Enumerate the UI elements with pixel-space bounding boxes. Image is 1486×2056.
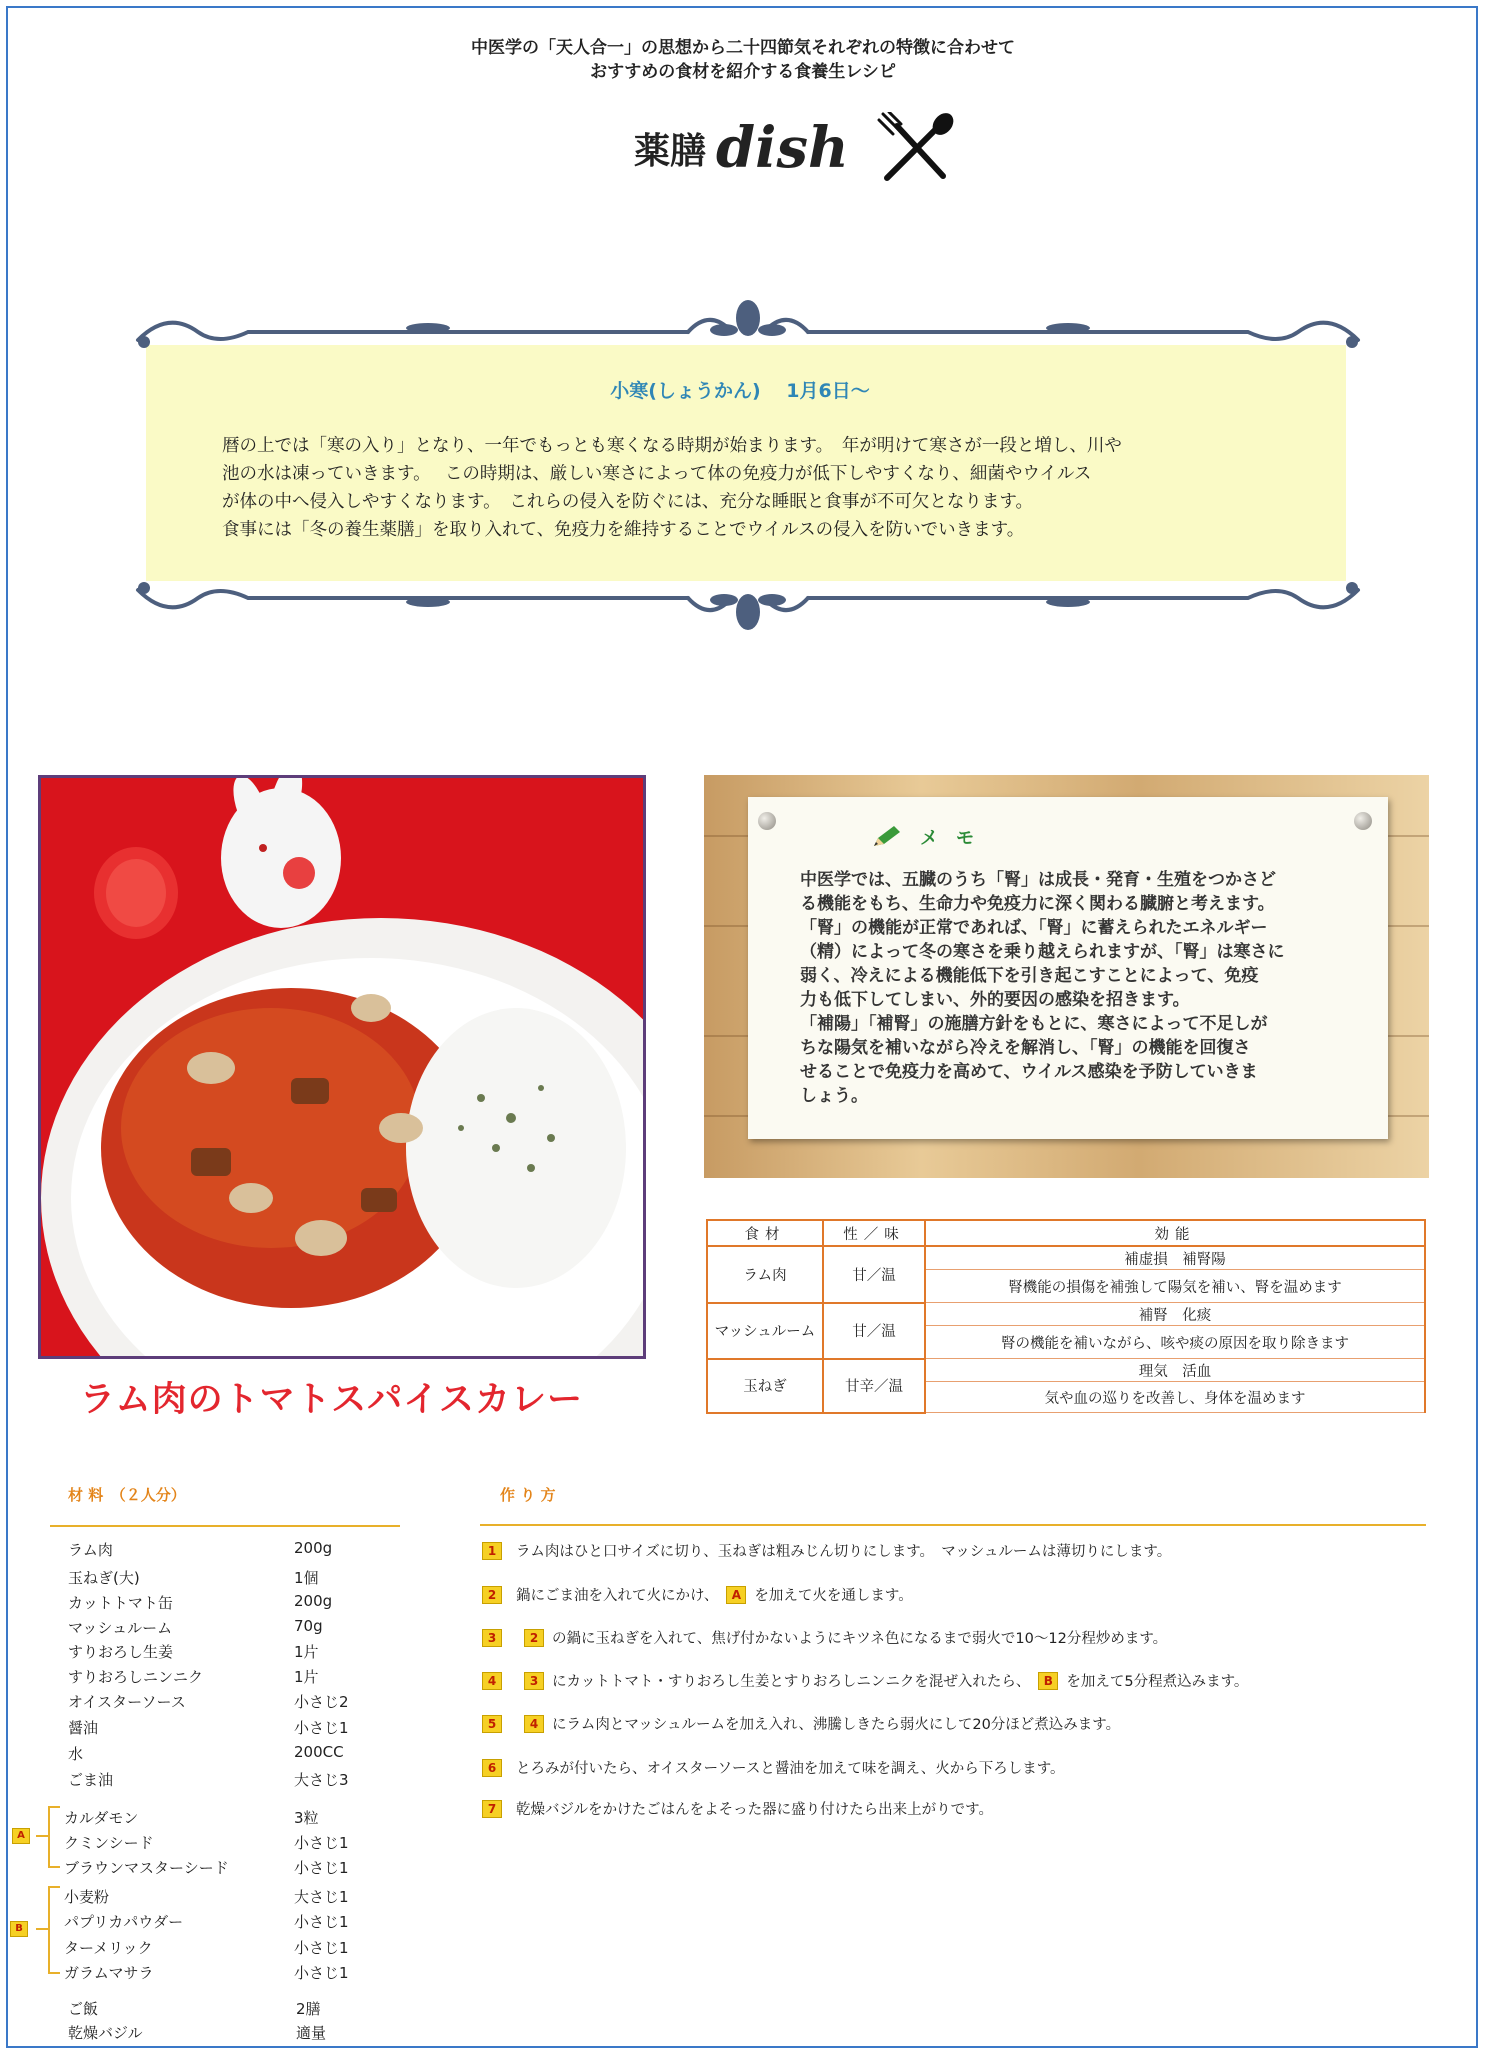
step-text: にカットトマト・すりおろし生姜とすりおろしニンニクを混ぜ入れたら、 <box>552 1674 1031 1690</box>
step-item <box>482 1584 913 1605</box>
step-number-badge: 6 <box>482 1759 502 1777</box>
ingredient-quantity: 小さじ1 <box>294 1939 349 1957</box>
dish-title: ラム肉のトマトスパイスカレー <box>80 1380 583 1420</box>
step-text: の鍋に玉ねぎを入れて、焦げ付かないようにキツネ色になるまで弱火で10～12分程炒めます。 <box>552 1631 1168 1647</box>
pushpin-icon <box>758 812 776 830</box>
memo-line: ちな陽気を補いながら冷えを解消し、「腎」の機能を回復さ <box>800 1038 1251 1058</box>
food-cell: 玉ねぎ <box>707 1359 823 1413</box>
step-text: 乾燥バジルをかけたごはんをよそった器に盛り付けたら出来上がりです。 <box>516 1802 993 1818</box>
food-cell: マッシュルーム <box>707 1303 823 1359</box>
step-reference-badge: 3 <box>524 1672 544 1690</box>
detail-cell: 腎機能の損傷を補強して陽気を補い、腎を温めます <box>925 1270 1425 1303</box>
brand-logo <box>634 108 957 188</box>
ingredient-quantity: 小さじ2 <box>294 1693 349 1711</box>
ingredient-quantity: 適量 <box>296 2024 327 2042</box>
ingredient-name: ごま油 <box>68 1771 114 1789</box>
ingredient-name: 水 <box>68 1745 84 1763</box>
ingredient-name: 小麦粉 <box>64 1888 110 1906</box>
effect-cell: 補腎 化痰 <box>925 1303 1425 1326</box>
group-a-bracket <box>48 1806 60 1868</box>
ingredient-name: 玉ねぎ(大) <box>68 1569 140 1587</box>
step-reference-badge: B <box>1038 1672 1058 1690</box>
step-number-badge: 1 <box>482 1542 502 1560</box>
ingredient-quantity: 大さじ1 <box>294 1888 349 1906</box>
food-cell: ラム肉 <box>707 1246 823 1303</box>
brand-latin: dish <box>716 115 849 181</box>
step-item <box>482 1670 1248 1691</box>
step-text: とろみが付いたら、オイスターソースと醤油を加えて味を調え、火から下ろします。 <box>516 1761 1065 1777</box>
ingredient-quantity: 200g <box>294 1539 333 1557</box>
ingredient-quantity: 小さじ1 <box>294 1834 349 1852</box>
ornament-top-icon <box>128 300 1368 360</box>
table-row <box>707 1359 1425 1382</box>
ornament-bottom-icon <box>128 570 1368 630</box>
ingredient-quantity: 大さじ3 <box>294 1771 349 1789</box>
ingredient-effects-table <box>706 1219 1426 1414</box>
memo-line: （精）によって冬の寒さを乗り越えられますが、「腎」は寒さに <box>800 942 1285 962</box>
ingredient-quantity: 小さじ1 <box>294 1859 349 1877</box>
ingredient-name: カットトマト缶 <box>68 1594 173 1612</box>
effect-cell: 理気 活血 <box>925 1359 1425 1382</box>
ingredient-quantity: 小さじ1 <box>294 1913 349 1931</box>
ingredient-quantity: 2膳 <box>296 2000 321 2018</box>
season-line: 食事には「冬の養生薬膳」を取り入れて、免疫力を維持することでウイルスの侵入を防いでいきます。 <box>222 520 1025 540</box>
ingredient-name: パプリカパウダー <box>64 1913 184 1931</box>
step-reference-badge: 4 <box>524 1715 544 1733</box>
season-title: 小寒(しょうかん) 1月6日～ <box>610 380 870 402</box>
nature-cell: 甘／温 <box>823 1303 925 1359</box>
ingredient-quantity: 3粒 <box>294 1809 319 1827</box>
season-line: 池の水は凍っていきます。 この時期は、厳しい寒さによって体の免疫力が低下しやすくなり、細菌やウイルス <box>222 464 1092 484</box>
materials-divider <box>50 1525 400 1527</box>
intro-text <box>0 36 1486 84</box>
ingredient-quantity: 小さじ1 <box>294 1964 349 1982</box>
step-item <box>482 1798 993 1819</box>
detail-cell: 腎の機能を補いながら、咳や痰の原因を取り除きます <box>925 1326 1425 1359</box>
ingredient-quantity: 70g <box>294 1617 323 1635</box>
intro-line-1: 中医学の「天人合一」の思想から二十四節気それぞれの特徴に合わせて <box>471 38 1015 58</box>
header-effect: 効能 <box>925 1220 1425 1246</box>
header-food: 食材 <box>707 1220 823 1246</box>
ingredient-quantity: 200g <box>294 1592 333 1610</box>
group-b-tick <box>36 1928 48 1930</box>
season-line: 暦の上では「寒の入り」となり、一年でもっとも寒くなる時期が始まります。 年が明けて寒さが一段と増し、川や <box>222 436 1122 456</box>
ingredient-name: カルダモン <box>64 1809 139 1827</box>
ingredient-name: 乾燥バジル <box>68 2024 143 2042</box>
step-text: にラム肉とマッシュルームを加え入れ、沸騰しきたら弱火にして20分ほど煮込みます。 <box>552 1717 1121 1733</box>
memo-line: 「補陽」「補腎」の施膳方針をもとに、寒さによって不足しが <box>800 1014 1268 1034</box>
nature-cell: 甘／温 <box>823 1246 925 1303</box>
memo-line: る機能をもち、生命力や免疫力に深く関わる臓腑と考えます。 <box>800 894 1275 914</box>
pushpin-icon <box>1354 812 1372 830</box>
memo-text <box>800 868 1340 1108</box>
ingredient-name: ラム肉 <box>68 1541 113 1559</box>
ingredient-name: ターメリック <box>64 1939 153 1957</box>
memo-line: せることで免疫力を高めて、ウイルス感染を予防していきま <box>800 1062 1258 1082</box>
fork-spoon-icon <box>877 112 957 184</box>
memo-title: メ モ <box>920 828 974 849</box>
step-number-badge: 5 <box>482 1715 502 1733</box>
detail-cell: 気や血の巡りを改善し、身体を温めます <box>925 1382 1425 1413</box>
group-b-badge: B <box>10 1921 28 1937</box>
memo-line: 中医学では、五臓のうち「腎」は成長・発育・生殖をつかさど <box>800 870 1276 890</box>
dish-photo <box>38 775 646 1359</box>
ingredient-name: クミンシード <box>64 1834 154 1852</box>
pencil-icon <box>872 826 902 848</box>
step-text: ラム肉はひと口サイズに切り、玉ねぎは粗みじん切りにします。 マッシュルームは薄切りにします。 <box>516 1544 1172 1560</box>
step-item <box>482 1713 1120 1734</box>
table-row <box>707 1246 1425 1270</box>
ingredient-quantity: 1片 <box>294 1668 319 1686</box>
group-a-tick <box>36 1835 48 1837</box>
step-item <box>482 1540 1171 1561</box>
header-nature: 性／味 <box>823 1220 925 1246</box>
season-description <box>222 432 1222 544</box>
ingredient-name: すりおろし生姜 <box>68 1643 174 1661</box>
ingredient-name: ガラムマサラ <box>64 1964 154 1982</box>
materials-label: 材 料 （２人分） <box>68 1486 186 1504</box>
ingredient-name: ご飯 <box>68 2000 99 2018</box>
intro-line-2: おすすめの食材を紹介する食養生レシピ <box>590 62 896 82</box>
effect-cell: 補虚損 補腎陽 <box>925 1246 1425 1270</box>
step-reference-badge: A <box>726 1586 746 1604</box>
brand-kanji: 薬膳 <box>634 129 707 172</box>
step-reference-badge: 2 <box>524 1629 544 1647</box>
ingredient-quantity: 1個 <box>294 1569 319 1587</box>
ingredient-quantity: 1片 <box>294 1643 319 1661</box>
step-number-badge: 3 <box>482 1629 502 1647</box>
step-number-badge: 2 <box>482 1586 502 1604</box>
memo-line: 「腎」の機能が正常であれば、「腎」に蓄えられたエネルギー <box>800 918 1268 938</box>
steps-divider <box>480 1524 1426 1526</box>
ingredient-name: 醤油 <box>68 1719 99 1737</box>
ingredient-quantity: 200CC <box>294 1743 344 1761</box>
ingredient-name: すりおろしニンニク <box>68 1668 204 1686</box>
step-number-badge: 7 <box>482 1800 502 1818</box>
steps-label: 作 り 方 <box>500 1486 556 1504</box>
group-a-badge: A <box>12 1828 30 1844</box>
table-row <box>707 1303 1425 1326</box>
group-b-bracket <box>48 1886 60 1974</box>
memo-line: 弱く、冷えによる機能低下を引き起こすことによって、免疫 <box>800 966 1259 986</box>
table-header-row <box>707 1220 1425 1246</box>
season-line: が体の中へ侵入しやすくなります。 これらの侵入を防ぐには、充分な睡眠と食事が不可欠となります。 <box>222 492 1033 512</box>
memo-line: しょう。 <box>800 1086 868 1106</box>
ingredient-quantity: 小さじ1 <box>294 1719 349 1737</box>
step-text: 鍋にごま油を入れて火にかけ、 <box>516 1588 719 1604</box>
step-item <box>482 1627 1167 1648</box>
step-number-badge: 4 <box>482 1672 502 1690</box>
nature-cell: 甘辛／温 <box>823 1359 925 1413</box>
memo-heading <box>872 824 974 850</box>
ingredient-name: オイスターソース <box>68 1693 186 1711</box>
ingredient-name: ブラウンマスターシード <box>64 1859 229 1877</box>
step-text: を加えて火を通します。 <box>754 1588 913 1604</box>
ingredient-name: マッシュルーム <box>68 1619 173 1637</box>
step-text: を加えて5分程煮込みます。 <box>1066 1674 1249 1690</box>
step-item <box>482 1757 1065 1778</box>
memo-line: 力も低下してしまい、外的要因の感染を招きます。 <box>800 990 1190 1010</box>
